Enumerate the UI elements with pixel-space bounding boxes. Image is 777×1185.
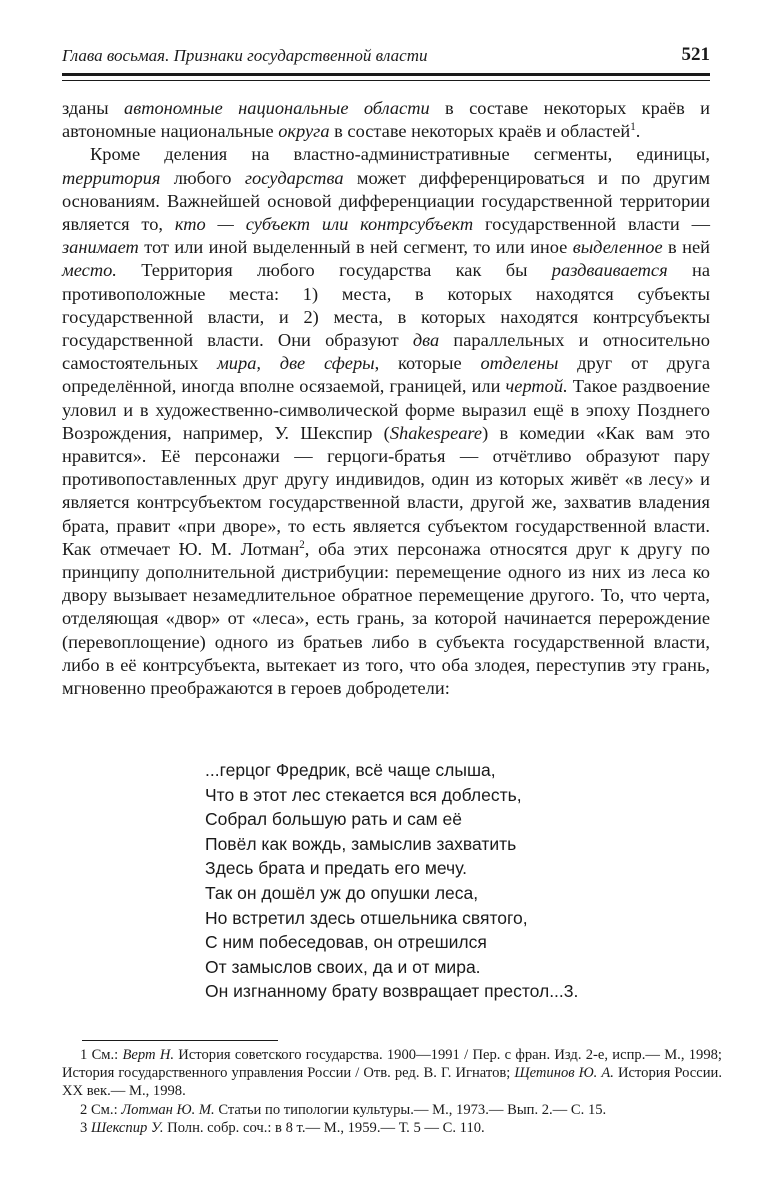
text-run: в составе некоторых краёв и автономные национальные bbox=[62, 98, 710, 142]
footnote-separator bbox=[82, 1040, 278, 1041]
emphasis-text: Лотман Ю. М. bbox=[121, 1101, 215, 1118]
poem-line: От замыслов своих, да и от мира. bbox=[205, 956, 481, 977]
text-run: , которые bbox=[374, 353, 481, 374]
text-run: 3 bbox=[80, 1119, 91, 1136]
poem-line: Что в этот лес стекается вся доблесть, bbox=[205, 784, 522, 805]
poem-line: Повёл как вождь, замыслив захватить bbox=[205, 833, 517, 854]
emphasis-text: Шекспир У. bbox=[90, 1119, 164, 1136]
poem-line: Он изгнанному брату возвращает престол...3. bbox=[205, 981, 579, 1002]
text-run: в ней bbox=[662, 237, 710, 258]
paragraph bbox=[62, 143, 710, 700]
text-run: любого bbox=[160, 167, 245, 188]
page-number: 521 bbox=[681, 44, 710, 65]
emphasis-text: автономные национальные области bbox=[124, 98, 430, 118]
footnote bbox=[62, 1101, 722, 1119]
body-text bbox=[62, 97, 710, 700]
text-run: 1 См.: bbox=[80, 1047, 123, 1063]
header-rule-thin bbox=[62, 80, 710, 81]
emphasis-text: отделены bbox=[480, 353, 559, 374]
emphasis-text: чертой. bbox=[505, 376, 568, 397]
text-run: Кроме деления на властно-административные сегменты, единицы, bbox=[90, 144, 710, 165]
running-title: Глава восьмая. Признаки государственной власти bbox=[62, 46, 428, 65]
poem-line: Собрал большую рать и сам её bbox=[205, 809, 462, 830]
emphasis-text: территория bbox=[62, 167, 161, 188]
emphasis-text: округа bbox=[278, 121, 330, 142]
text-run: параллельных и относительно самостоятельных bbox=[62, 330, 710, 374]
text-run: в составе некоторых краёв и областей bbox=[329, 121, 631, 142]
text-run: зданы bbox=[62, 98, 125, 118]
poem-line: С ним побеседовав, он отрешился bbox=[205, 932, 487, 953]
emphasis-text: занимает bbox=[62, 237, 139, 258]
emphasis-text: Щетинов Ю. А. bbox=[514, 1065, 614, 1082]
emphasis-text: два bbox=[412, 330, 440, 351]
footnotes bbox=[62, 1046, 722, 1137]
footnote-ref: 2 bbox=[299, 538, 305, 551]
text-run: . bbox=[635, 121, 641, 142]
poem-line: Так он дошёл уж до опушки леса, bbox=[205, 882, 479, 903]
footnote bbox=[62, 1119, 722, 1137]
emphasis-text: выделенное bbox=[572, 237, 663, 258]
text-run: ) в комедии «Как вам это нравится». Её персонажи — герцоги-братья — отчётливо образуют пару противопоставленных друг другу индивидов, один из которых живёт «в лесу» и является контрсубъектом государственной власти, другой же, захватив владения брата, правит «при дворе», то есть является субъектом государственной власти. Как отмечает Ю. М. Лотман bbox=[62, 422, 710, 559]
emphasis-text: мира, две сферы bbox=[217, 353, 375, 374]
emphasis-text: государства bbox=[244, 167, 344, 188]
footnote bbox=[62, 1046, 722, 1101]
emphasis-text: кто — субъект или контрсубъект bbox=[174, 214, 474, 235]
text-run: Территория любого государства как бы bbox=[116, 260, 552, 281]
footnote-ref: 1 bbox=[630, 121, 636, 134]
poem-line: Здесь брата и предать его мечу. bbox=[205, 858, 467, 879]
emphasis-text: Shakespeare bbox=[389, 422, 483, 443]
text-run: на противоположные места: 1) места, в которых находятся субъекты государственной власти, и 2) места, в которых находятся контрсубъекты государственной власти. Они образуют bbox=[62, 260, 710, 351]
emphasis-text: место. bbox=[62, 260, 117, 281]
text-run: друг от друга определённой, иногда вполне осязаемой, границей, или bbox=[62, 353, 711, 397]
poem-quote bbox=[205, 758, 578, 1004]
text-run: может дифференцироваться и по другим основаниям. Важнейшей основой дифференциации государственной территории является то, bbox=[62, 167, 711, 235]
text-run: государственной власти — bbox=[473, 214, 711, 235]
text-run: Такое раздвоение уловил и в художественно-символической форме выразил ещё в эпоху Позднего Возрождения, например, У. Шекспир ( bbox=[62, 376, 710, 443]
text-run: Полн. собр. соч.: в 8 т.— М., 1959.— Т. 5 — С. 110. bbox=[163, 1119, 485, 1136]
poem-line: ...герцог Фредрик, всё чаще слыша, bbox=[205, 760, 496, 780]
text-run: Статьи по типологии культуры.— М., 1973.— Вып. 2.— С. 15. bbox=[214, 1101, 607, 1118]
text-run: История советского государства. 1900—1991 / Пер. с фран. Изд. 2-е, испр.— М., 1998; История государственного управления России / Отв. ред. В. Г. Игнатов; bbox=[62, 1047, 722, 1082]
header-rule-thick bbox=[62, 73, 710, 76]
paragraph bbox=[62, 97, 710, 143]
text-run: , оба этих персонажа относятся друг к другу по принципу дополнительной дистрибуции: перемещение одного из них из леса ко двору вызывает незамедлительное обратное перемещение другого. То, что черта, отделяющая «двор» от «леса», есть грань, за которой начинается перерождение (перевоплощение) одного из братьев либо в субъекта государственной власти, либо в её контрсубъекта, вытекает из того, что оба злодея, переступив эту грань, мгновенно преображаются в героев добродетели: bbox=[62, 538, 710, 699]
text-run: тот или иной выделенный в ней сегмент, то или иное bbox=[138, 237, 573, 258]
emphasis-text: раздваивается bbox=[551, 260, 668, 281]
text-run: История России. XX век.— М., 1998. bbox=[62, 1065, 722, 1100]
text-run: 2 См.: bbox=[80, 1101, 122, 1118]
emphasis-text: Верт Н. bbox=[122, 1047, 175, 1063]
page-header bbox=[62, 44, 710, 74]
poem-line: Но встретил здесь отшельника святого, bbox=[205, 907, 528, 928]
